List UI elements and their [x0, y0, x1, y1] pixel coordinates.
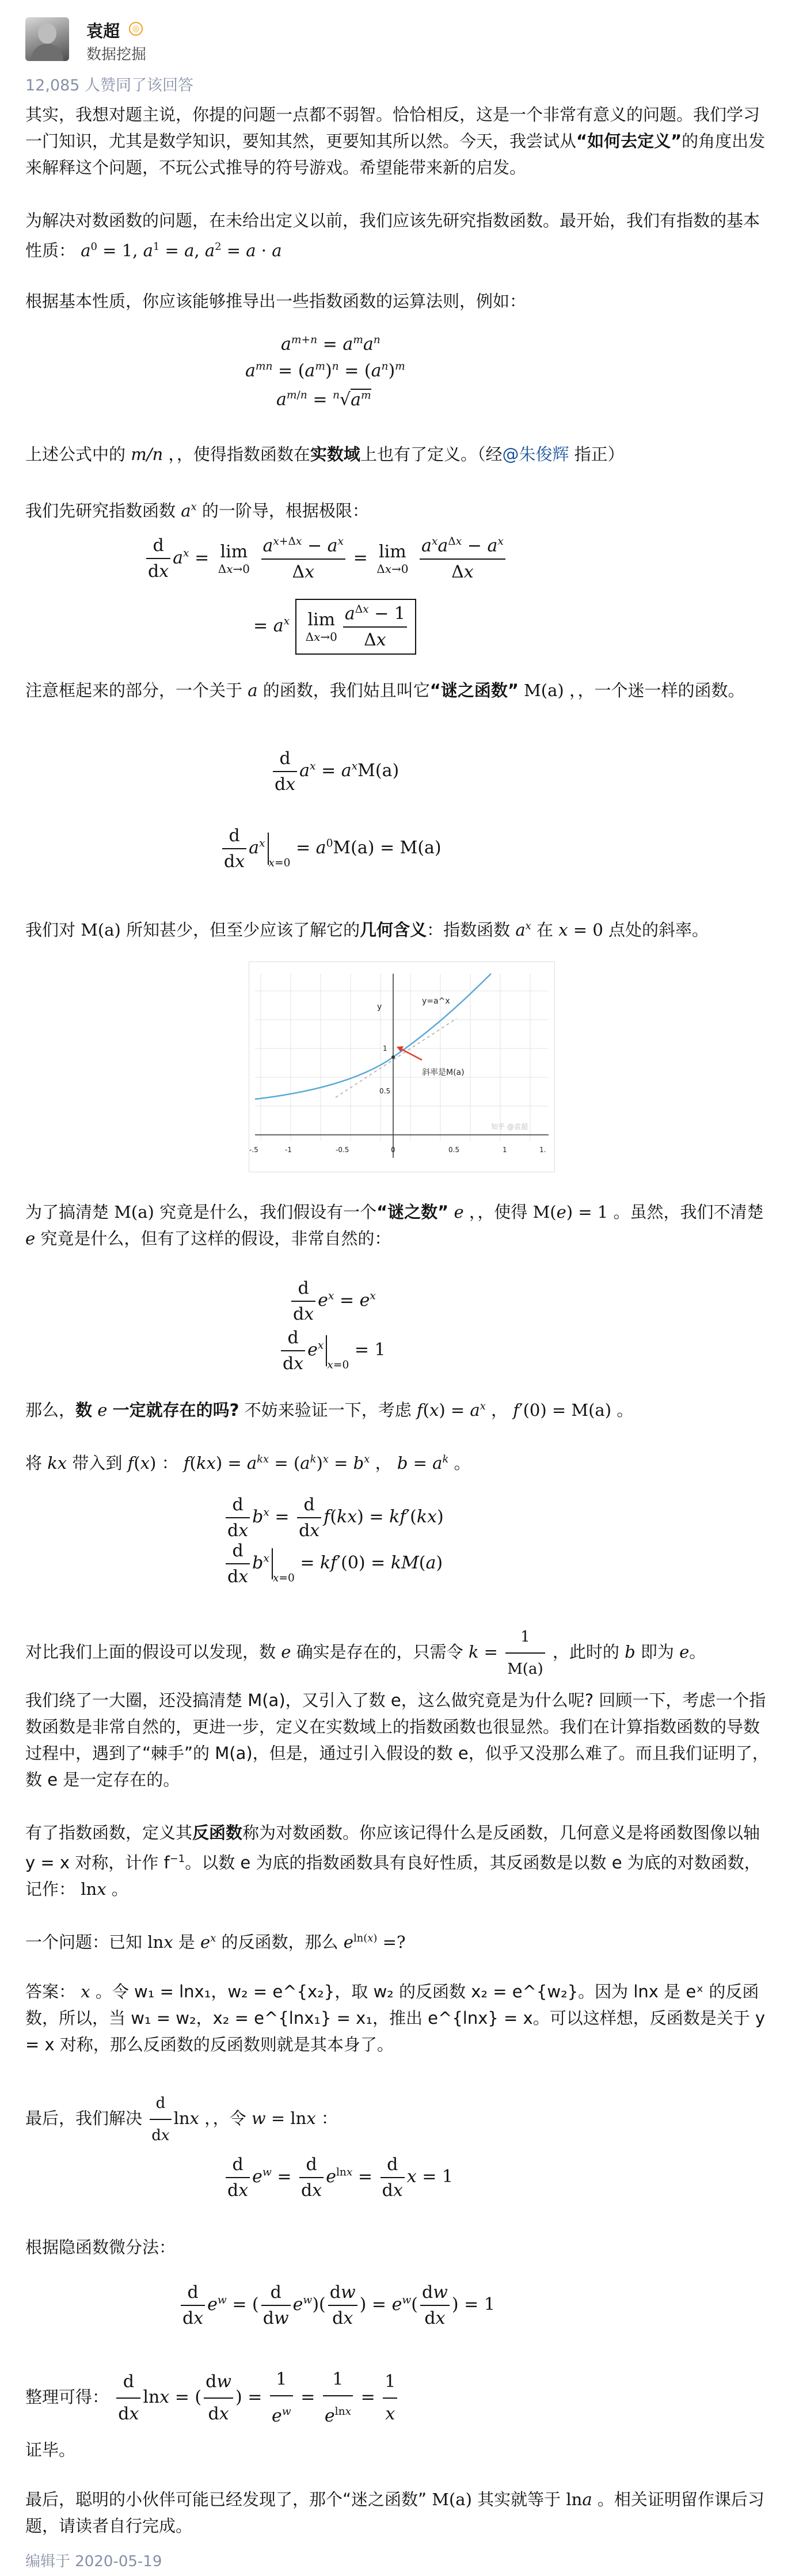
chart-grid — [255, 974, 549, 1141]
vote-count: 12,085 人赞同了该回答 — [25, 77, 194, 94]
x-tick-0: -.5 — [249, 1146, 258, 1154]
formula-e-at-zero: $\frac{d}{dx}$ $e^x_{x=0} = 1$ — [279, 1328, 386, 1374]
paragraph-derivative: 我们先研究指数函数 $a^x$ 的一阶导，根据极限： — [25, 501, 369, 521]
x-tick-6: 1. — [539, 1146, 546, 1154]
x-tick-5: 1 — [503, 1146, 507, 1154]
slope-arrow — [400, 1048, 422, 1060]
formula-e-derivative: $\frac{d}{dx}$ $e^x = e^x$ — [289, 1278, 376, 1324]
tangent-line — [336, 1019, 456, 1097]
formula-derivative-at-zero: $\frac{d}{dx}$ $a^x_{x=0} = a^0M(a) = M(a)$ — [220, 826, 442, 872]
paragraph-qed: 证毕。 — [25, 2440, 76, 2460]
exponential-chart — [249, 962, 555, 1172]
x-tick-4: 0.5 — [448, 1146, 460, 1154]
author-bio: 数据挖掘 — [86, 46, 147, 63]
formula-bx-at-zero: $\frac{d}{dx}$ $b^x_{x=0} = kf'(0) = kM(a)$ — [223, 1541, 443, 1587]
paragraph-result: 整理可得： $\frac{d}{dx}$ lnx = ( $\frac{dw}{dx}$ ) = $\frac{1}{e^w}$ = $\frac{1}{e^{lnx}}$ = $\frac{1}{x}$ — [25, 2366, 774, 2430]
paragraph-verify: 那么，数 e 一定就存在的吗? 不妨来验证一下，考虑 $f(x) = a^x$ ， f′(0) = M(a) 。 — [25, 1400, 634, 1420]
formula-derivative-limit: $\frac{d}{dx}$ $a^x$ = lim Δx→0 $\frac{a^{x+\Delta x} - a^x}{\Delta x}$ = lim Δx→0 $\frac{a^xa^{\Delta x} - a^x}{\Delta x}$ — [144, 535, 508, 582]
x-tick-2: -0.5 — [336, 1146, 349, 1154]
paragraph-real-domain: 上述公式中的 m/n ，，使得指数函数在实数域上也有了定义。（经@朱俊辉 指正） — [25, 444, 625, 464]
formula-rule-3: $a^{m/n} = ^n√a^m$ — [276, 389, 371, 410]
paragraph-existence: 对比我们上面的假设可以发现，数 e 确实是存在的，只需令 k = $\frac{1}{M(a)}$ ，此时的 b 即为 e。 — [25, 1624, 774, 1682]
paragraph-substitute: 将 kx 带入到 f(x) ： $f(kx) = a^{kx} = (a^k)^x = b^x$ ， $b = a^k$ 。 — [25, 1453, 471, 1473]
tangent-point — [391, 1055, 395, 1059]
paragraph-intro: 其实，我想对题主说，你提的问题一点都不弱智。恰恰相反，这是一个非常有意义的问题。我们学习一门知识，尤其是数学知识，要知其然，更要知其所以然。今天，我尝试从“如何去定义”的角度出发来解释这个问题，不玩公式推导的符号游戏。希望能带来新的启发。 — [25, 105, 766, 177]
mention-link[interactable]: @朱俊辉 — [502, 444, 569, 464]
formula-rule-2: $a^{mn} = (a^m)^n = (a^n)^m$ — [245, 360, 405, 381]
paragraph-exp-basic: 为解决对数函数的问题，在未给出定义以前，我们应该先研究指数函数。最开始，我们有指数的基本性质： $a^0 = 1$, $a^1 = a$, $a^2 = a \cdot a$ — [25, 211, 760, 261]
y-tick-0.5: 0.5 — [379, 1087, 391, 1095]
edited-date[interactable]: 编辑于 2020-05-19 — [25, 2553, 162, 2570]
paragraph-mystery-number: 为了搞清楚 M(a) 究竟是什么，我们假设有一个“谜之数” e ，，使得 M(e) = 1 。虽然，我们不清楚 e 究竟是什么，但有了这样的假设，非常自然的： — [25, 1202, 764, 1248]
author-name[interactable]: 袁超 — [86, 21, 120, 41]
y-tick-1: 1 — [383, 1044, 387, 1053]
curve-label: y=a^x — [422, 997, 450, 1006]
watermark: 知乎 @袁超 — [491, 1123, 528, 1131]
paragraph-question: 一个问题：已知 lnx 是 $e^x$ 的反函数，那么 $e^{ln(x)}$ =? — [25, 1932, 406, 1952]
x-tick-1: -1 — [285, 1146, 292, 1154]
formula-rule-1: $a^{m+n} = a^ma^n$ — [281, 334, 381, 355]
formula-bx-derivative: $\frac{d}{dx}$ $b^x$ = $\frac{d}{dx}$ f(kx) = kf′(kx) — [223, 1495, 444, 1541]
paragraph-implicit: 根据隐函数微分法： — [25, 2237, 176, 2257]
answer-header — [25, 17, 774, 81]
formula-derivative-M: $\frac{d}{dx}$ $a^x = a^xM(a)$ — [271, 749, 399, 795]
paragraph-answer: 答案： x 。令 w₁ = lnx₁，w₂ = e^{x₂}，取 w₂ 的反函数 x₂ = e^{w₂}。因为 lnx 是 eˣ 的反函数，所以，当 w₁ = w₂，x₂ = e^{lnx₁} = x₁，推出 e^{lnx} = x。可以这样想，反函数是关于 y = x 对称，那么反函数的反函数则就是其本身了。 — [25, 1982, 766, 2054]
verified-badge-icon: ◎ — [129, 22, 143, 36]
paragraph-geometry: 我们对 M(a) 所知甚少，但至少应该了解它的几何含义：指数函数 $a^x$ 在 x = 0 点处的斜率。 — [25, 920, 709, 940]
x-tick-3: 0 — [391, 1146, 395, 1154]
slope-label: 斜率是M(a) — [422, 1068, 465, 1077]
avatar[interactable] — [25, 17, 69, 61]
paragraph-finally: 最后，我们解决 $\frac{d}{dx}$ lnx ，，令 w = lnx ： — [25, 2090, 774, 2149]
formula-ew: $\frac{d}{dx}$ $e^w$ = $\frac{d}{dx}$ $e^{lnx}$ = $\frac{d}{dx}$ x = 1 — [223, 2155, 453, 2201]
paragraph-conclusion: 最后，聪明的小伙伴可能已经发现了，那个“迷之函数” M(a) 其实就等于 lna 。相关证明留作课后习题，请读者自行完成。 — [25, 2490, 764, 2536]
exponential-chart-svg — [249, 962, 556, 1173]
paragraph-rules: 根据基本性质，你应该能够推导出一些指数函数的运算法则，例如： — [25, 291, 527, 311]
formula-boxed-limit: = $a^x$ lim Δx→0 $\frac{a^{\Delta x} - 1}{\Delta x}$ — [253, 599, 416, 655]
paragraph-inverse: 有了指数函数，定义其反函数称为对数函数。你应该记得什么是反函数，几何意义是将函数图像以轴 y = x 对称，计作 $f^{-1}$。以数 e 为底的指数函数具有良好性质，其反函数是以数 e 为底的对数函数，记作： lnx 。 — [25, 1823, 761, 1899]
paragraph-mystery-function: 注意框起来的部分，一个关于 a 的函数，我们姑且叫它“谜之函数” M(a) ，，一个迷一样的函数。 — [25, 681, 745, 700]
paragraph-recap: 我们绕了一大圈，还没搞清楚 M(a)，又引入了数 e，这么做究竟是为什么呢? 回顾一下，考虑一个指数函数是非常自然的，更进一步，定义在实数域上的指数函数也很显然。我们在计算指数函数的导数过程中，遇到了“棘手”的 M(a)，但是，通过引入假设的数 e，似乎又没那么难了。而且我们证明了，数 e 是一定存在的。 — [25, 1690, 769, 1789]
formula-chain-rule: $\frac{d}{dx}$ $e^w$ = ( $\frac{d}{dw}$ $e^w$)( $\frac{dw}{dx}$ ) = $e^w$( $\frac{dw}{dx}$ ) = 1 — [178, 2282, 495, 2328]
y-axis-label: y — [377, 1002, 382, 1012]
